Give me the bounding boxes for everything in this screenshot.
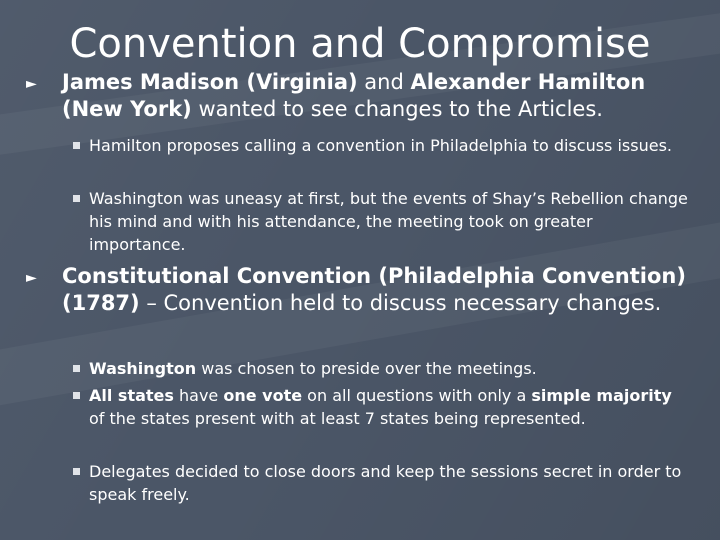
bullet-text: James Madison (Virginia) and Alexander Hamilton (New York) wanted to see changes to the Articles.	[62, 70, 646, 121]
bullet-item	[26, 263, 702, 317]
sub-bullet-item	[89, 187, 689, 256]
sub-bullet-item	[89, 134, 689, 157]
sub-bullet-text: All states have one vote on all questions with only a simple majority of the states present with at least 7 states being represented.	[89, 386, 672, 428]
bullet-item	[26, 69, 702, 123]
square-icon	[73, 392, 80, 399]
triangle-right-icon: ►	[26, 270, 37, 286]
square-icon	[73, 468, 80, 475]
triangle-right-icon: ►	[26, 76, 37, 92]
sub-bullet-item	[89, 357, 689, 380]
square-icon	[73, 365, 80, 372]
sub-bullet-text: Washington was chosen to preside over the meetings.	[89, 359, 537, 378]
slide-title: Convention and Compromise	[69, 21, 651, 67]
sub-bullet-text: Hamilton proposes calling a convention in Philadelphia to discuss issues.	[89, 136, 672, 155]
bullet-text: Constitutional Convention (Philadelphia Convention) (1787) – Convention held to discuss necessary changes.	[62, 264, 686, 315]
sub-bullet-text: Washington was uneasy at first, but the events of Shay’s Rebellion change his mind and with his attendance, the meeting took on greater importance.	[89, 189, 688, 254]
sub-bullet-item	[89, 384, 689, 430]
sub-bullet-text: Delegates decided to close doors and keep the sessions secret in order to speak freely.	[89, 462, 682, 504]
square-icon	[73, 142, 80, 149]
square-icon	[73, 195, 80, 202]
sub-bullet-item	[89, 460, 689, 506]
